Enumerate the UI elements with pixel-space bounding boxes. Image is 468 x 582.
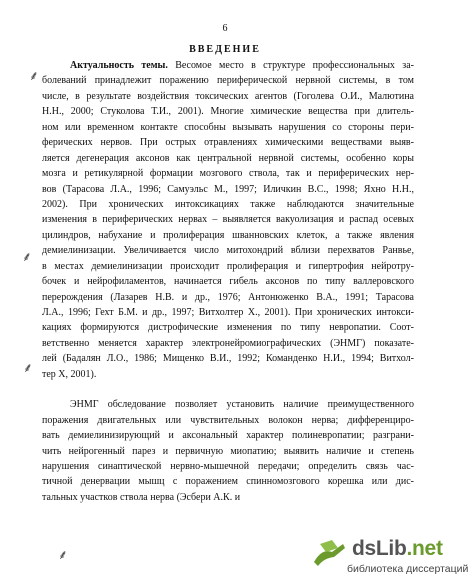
body-text (42, 58, 414, 505)
text-line: тальных участков ствола нерва (Эсбери А.К. и (42, 491, 241, 503)
margin-mark-icon: ⸙ (29, 69, 39, 84)
hand-book-icon (312, 538, 346, 568)
text-line: ном или временном контакте способны вызывать нарушения со стороны пери- (42, 121, 414, 133)
text-line: ферических нервов. При острых отравлениях химическими веществами выяв- (42, 137, 414, 149)
text-line: кациях формируются дистрофические изменения по типу невропатии. Соот- (42, 322, 414, 334)
text-line: вов (Тарасова Л.А., 1996; Самуэльс М., 1997; Иличкин В.С., 1998; Яхно Н.Н., (42, 183, 414, 195)
text-line: в местах демиелинизации происходит пролиферация и гипертрофия нейротру- (42, 260, 414, 272)
text-line: 2002). При хронических интоксикациях также наблюдаются значительные (42, 198, 414, 210)
watermark (309, 533, 468, 582)
text-line: демиелинизации. Увеличивается число митохондрий вблизи перехватов Ранвье, (42, 245, 414, 257)
margin-mark-icon: ⸙ (22, 250, 32, 265)
text-line: болеваний принадлежит поражению периферической нервной системы, в том (42, 75, 414, 87)
text-line: перерождения (Лазарев Н.В. и др., 1976; Антонюженко В.А., 1991; Тарасова (42, 291, 414, 303)
page-number: 6 (222, 23, 228, 34)
margin-mark-icon: ⸙ (58, 548, 68, 563)
text-line: тер Х, 2001). (42, 368, 97, 380)
lead-label: Актуальность темы. (70, 60, 168, 71)
text-line: Актуальность темы. Весомое место в структуре профессиональных за- (70, 60, 414, 71)
text-line: ляется дегенерация аксонов как центральной нервной системы, особенно коры (42, 152, 414, 164)
margin-mark-icon: ⸙ (23, 361, 33, 376)
watermark-brand: dsLib.net (352, 537, 443, 560)
text-line: мозга и ретикулярной формации мозгового ствола, так и периферических нер- (42, 168, 414, 180)
text-line: Н.Н., 2000; Стуколова Т.И., 2001). Многие химические вещества при длитель- (42, 106, 414, 118)
text-line: поражения двигательных или чувствительных волокон нерва; дифференциро- (42, 414, 414, 426)
text-line: числе, в результате воздействия токсических агентов (Гоголева О.И., Малютина (42, 90, 414, 102)
text-line: нарушения синаптической нервно-мышечной передачи; определить связь час- (42, 460, 414, 472)
section-heading: ВВЕДЕНИЕ (189, 44, 261, 55)
text-line: ветственно меняется характер электронейромиографических (ЭНМГ) показате- (42, 337, 414, 349)
text-line: вать демиелинизирующий и аксональный характер полиневропатии; разграни- (42, 430, 414, 442)
text-line: цилиндров, набухание и пролиферация шванновских клеток, а также явления (42, 229, 414, 241)
text-line: Л.А., 1996; Гехт Б.М. и др., 1997; Витхолтер Х., 2001). При хронических интокси- (42, 307, 414, 318)
text-line: лей (Бадалян Л.О., 1986; Мищенко В.И., 1992; Команденко Н.И., 1994; Витхол- (42, 353, 414, 365)
text-line: бочек и нейрофиламентов, начинается гибель аксонов по типу валлеровского (42, 276, 414, 288)
text-line: изменения в периферических нервах – выявляется вакуолизация и распад осевых (42, 214, 414, 226)
text-line: ЭНМГ обследование позволяет установить наличие преимущественного (70, 399, 414, 411)
text-line: тичной денервации мышц с поражением спинномозгового корешка или дис- (42, 476, 414, 488)
watermark-subtitle: библиотека диссертаций (347, 563, 468, 575)
text-line: чить нейрогенный парез и первичную миопатию; выявить наличие и степень (42, 445, 414, 457)
